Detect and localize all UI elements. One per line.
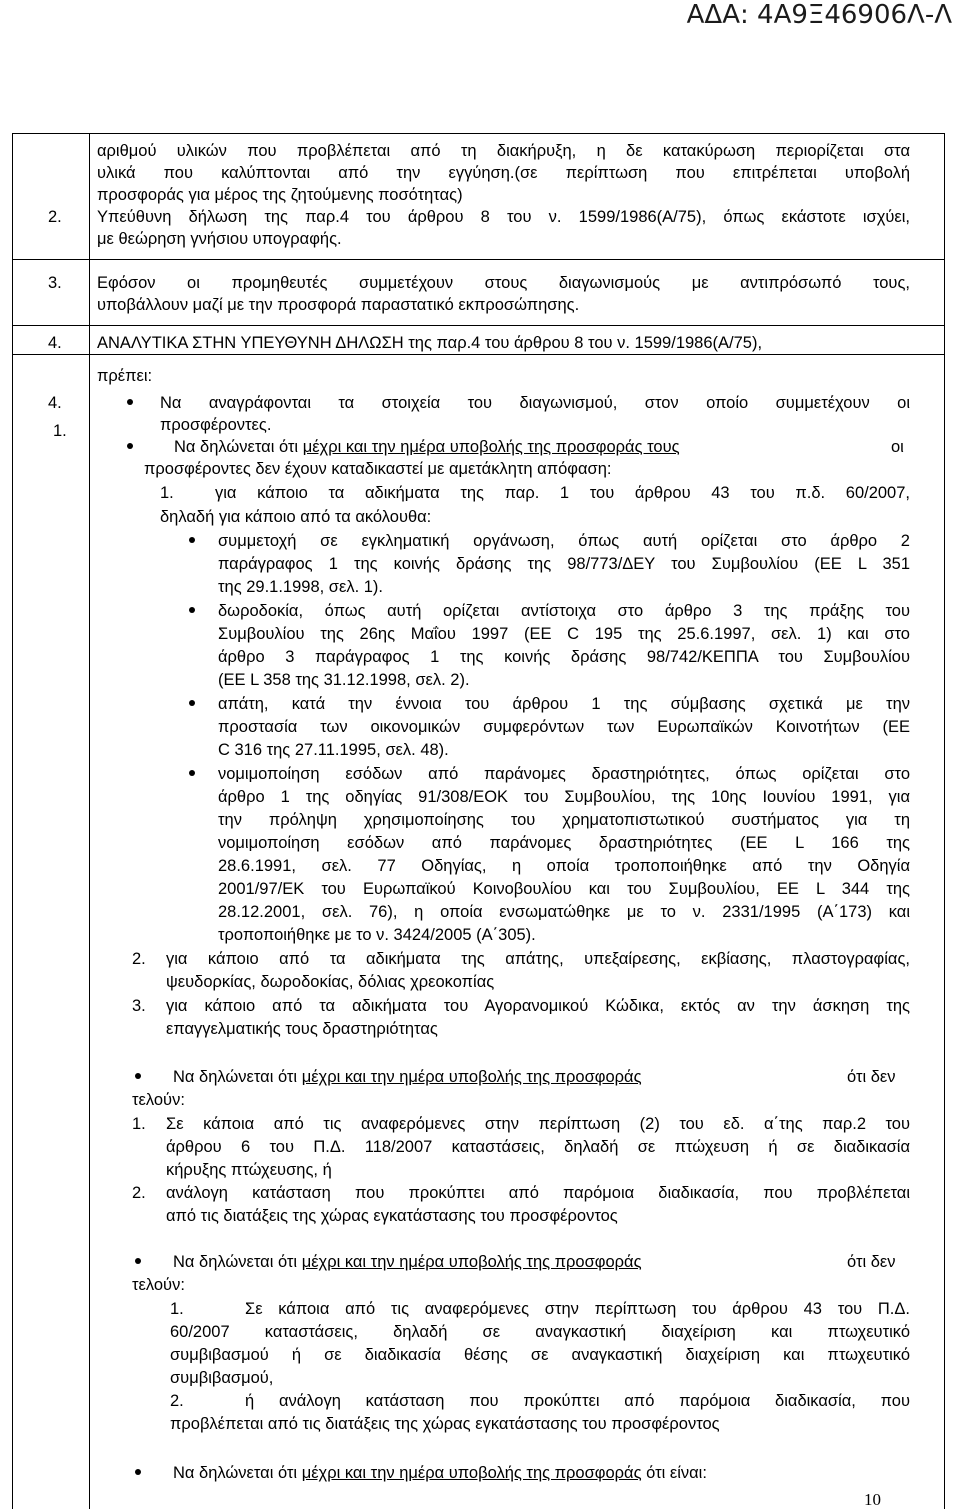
item-number: 2. (132, 950, 146, 968)
ada-header: ΑΔΑ: 4Α9Ξ46906Λ-Λ (686, 0, 952, 30)
paragraph-line: κήρυξης πτώχευσης, ή (166, 1161, 332, 1179)
table-column-divider (89, 133, 90, 1509)
bullet-icon (135, 1258, 141, 1264)
paragraph-line: άρθρο 1 της οδηγίας 91/308/ΕΟΚ του Συμβουλίου, της 10ης Ιουνίου 1991, για (218, 788, 910, 806)
paragraph-line: προσφέροντες. (160, 416, 272, 434)
paragraph-line: για κάποιο από τα αδικήματα της απάτης, υπεξαίρεσης, εκβίασης, πλαστογραφίας, (166, 950, 910, 968)
paragraph-line: 28.12.2001, σελ. 76), η οποία ενσωματώθηκε με το ν. 2331/1995 (Α΄173) και (218, 903, 910, 921)
section-heading: ΑΝΑΛΥΤΙΚΑ ΣΤΗΝ ΥΠΕΥΘΥΝΗ ΔΗΛΩΣΗ της παρ.4 του άρθρου 8 του ν. 1599/1986(Α/75), (97, 334, 763, 352)
item-number: 2. (132, 1184, 146, 1202)
bullet-icon (189, 607, 195, 613)
bullet-icon (135, 1073, 141, 1079)
paragraph-line: τελούν: (132, 1091, 185, 1109)
row-divider (12, 325, 945, 326)
paragraph-line: (ΕΕ L 358 της 31.12.1998, σελ. 2). (218, 671, 470, 689)
paragraph-line: Να δηλώνεται ότι μέχρι και την ημέρα υποβολής της προσφοράς (173, 1253, 642, 1271)
paragraph-line: συμμετοχή σε εγκληματική οργάνωση, όπως αυτή ορίζεται στο άρθρο 2 (218, 532, 910, 550)
paragraph-line: προστασία των οικονομικών συμφερόντων των Ευρωπαϊκών Κοινοτήτων (ΕΕ (218, 718, 910, 736)
row-divider (12, 354, 945, 355)
paragraph-line: προβλέπεται από τις διατάξεις της χώρας εγκατάστασης του προσφέροντος (170, 1415, 720, 1433)
paragraph-line: 60/2007 καταστάσεις, δηλαδή σε αναγκαστική διαχείριση και πτωχευτικό (170, 1323, 910, 1341)
paragraph-line: C 316 της 27.11.1995, σελ. 48). (218, 741, 449, 759)
paragraph-line: ανάλογη κατάσταση που προκύπτει από παρόμοια διαδικασία, που προβλέπεται (166, 1184, 910, 1202)
paragraph-line: ή ανάλογη κατάσταση που προκύπτει από παρόμοια διαδικασία, που (245, 1392, 910, 1410)
paragraph-line: τελούν: (132, 1276, 185, 1294)
paragraph-line: την πρόληψη χρησιμοποίησης του χρηματοπιστωτικού συστήματος για τη (218, 811, 910, 829)
table-border-top (12, 133, 945, 134)
bullet-icon (189, 537, 195, 543)
paragraph-line: Σε κάποια από τις αναφερόμενες στην περίπτωση (2) του εδ. α΄της παρ.2 του (166, 1115, 910, 1133)
paragraph-line-end: ότι δεν (847, 1253, 896, 1271)
item-number: 1. (53, 422, 67, 440)
paragraph-line: συμβιβασμού, (170, 1369, 274, 1387)
paragraph-line: ψευδορκίας, δωροδοκίας, δόλιας χρεοκοπίας (166, 973, 495, 991)
paragraph-line: Να δηλώνεται ότι μέχρι και την ημέρα υποβολής της προσφοράς ότι είναι: (173, 1464, 707, 1482)
paragraph-line: Υπεύθυνη δήλωση της παρ.4 του άρθρου 8 του ν. 1599/1986(Α/75), όπως εκάστοτε ισχύει, (97, 208, 910, 226)
paragraph-line: Σε κάποια από τις αναφερόμενες στην περίπτωση του άρθρου 43 του Π.Δ. (245, 1300, 910, 1318)
item-number: 3. (132, 997, 146, 1015)
bullet-icon (189, 770, 195, 776)
paragraph-line: δωροδοκία, όπως αυτή ορίζεται αντίστοιχα στο άρθρο 3 της πράξης του (218, 602, 910, 620)
item-number: 4. (48, 394, 62, 412)
paragraph-line: επαγγελματικής τους δραστηριότητας (166, 1020, 438, 1038)
item-number: 1. (170, 1300, 184, 1318)
paragraph-line: τροποποιήθηκε με το ν. 3424/2005 (Α΄305). (218, 926, 536, 944)
table-border-left (12, 133, 13, 1509)
paragraph-line: άρθρου 6 του Π.Δ. 118/2007 καταστάσεις, δηλαδή σε πτώχευση ή σε διαδικασία (166, 1138, 910, 1156)
paragraph-line: άρθρο 3 παράγραφος 1 της κοινής δράσης 98/742/ΚΕΠΠΑ του Συμβουλίου (218, 648, 910, 666)
paragraph-line: αριθμού υλικών που προβλέπεται από τη διακήρυξη, η δε κατακύρωση περιορίζεται στα (97, 142, 910, 160)
item-number: 3. (48, 274, 62, 292)
paragraph-line: πρέπει: (97, 367, 153, 385)
page-number: 10 (864, 1490, 881, 1509)
paragraph-line: απάτη, κατά την έννοια του άρθρου 1 της σύμβασης σχετικά με την (218, 695, 910, 713)
paragraph-line: από τις διατάξεις της χώρας εγκατάστασης του προσφέροντος (166, 1207, 618, 1225)
paragraph-line: 28.6.1991, σελ. 77 Οδηγίας, η οποία τροποποιήθηκε από την Οδηγία (218, 857, 910, 875)
paragraph-line: νομιμοποίηση εσόδων από παράνομες δραστηριότητες (ΕΕ L 166 της (218, 834, 910, 852)
paragraph-line: υλικά που καλύπτονται από την εγγύηση.(σε περίπτωση που επιτρέπεται υποβολή (97, 164, 910, 182)
paragraph-line: Να αναγράφονται τα στοιχεία του διαγωνισμού, στον οποίο συμμετέχουν οι (160, 394, 910, 412)
bullet-icon (127, 399, 133, 405)
paragraph-line: με θεώρηση γνήσιου υπογραφής. (97, 230, 342, 248)
paragraph-line: για κάποιο τα αδικήματα της παρ. 1 του άρθρου 43 του π.δ. 60/2007, (215, 484, 910, 502)
paragraph-line-end: οι (891, 438, 904, 456)
paragraph-line: προσφέροντες δεν έχουν καταδικαστεί με αμετάκλητη απόφαση: (144, 460, 612, 478)
item-number: 2. (48, 208, 62, 226)
paragraph-line: συμβιβασμού ή σε διαδικασία θέσης σε αναγκαστική διαχείριση και πτωχευτικό (170, 1346, 910, 1364)
item-number: 2. (170, 1392, 184, 1410)
bullet-icon (189, 700, 195, 706)
paragraph-line: παράγραφος 1 της κοινής δράσης της 98/773/ΔΕΥ του Συμβουλίου (ΕΕ L 351 (218, 555, 910, 573)
row-divider (12, 259, 945, 260)
bullet-icon (135, 1469, 141, 1475)
paragraph-line: δηλαδή για κάποιο από τα ακόλουθα: (160, 508, 432, 526)
paragraph-line: Εφόσον οι προμηθευτές συμμετέχουν στους διαγωνισμούς με αντιπρόσωπό τους, (97, 274, 910, 292)
paragraph-line: για κάποιο από τα αδικήματα του Αγορανομικού Κώδικα, εκτός αν την άσκηση της (166, 997, 910, 1015)
table-border-right (944, 133, 945, 1509)
item-number: 1. (132, 1115, 146, 1133)
bullet-icon (127, 443, 133, 449)
paragraph-line: 2001/97/ΕΚ του Ευρωπαϊκού Κοινοβουλίου και του Συμβουλίου, ΕΕ L 344 της (218, 880, 910, 898)
paragraph-line-end: ότι δεν (847, 1068, 896, 1086)
paragraph-line: προσφοράς για μέρος της ζητούμενης ποσότητας) (97, 186, 463, 204)
paragraph-line: Συμβουλίου της 26ης Μαΐου 1997 (ΕΕ C 195 της 25.6.1997, σελ. 1) και στο (218, 625, 910, 643)
paragraph-line: Να δηλώνεται ότι μέχρι και την ημέρα υποβολής της προσφοράς τους (174, 438, 680, 456)
paragraph-line: υποβάλλουν μαζί με την προσφορά παραστατικό εκπροσώπησης. (97, 296, 580, 314)
paragraph-line: Να δηλώνεται ότι μέχρι και την ημέρα υποβολής της προσφοράς (173, 1068, 642, 1086)
item-number: 1. (160, 484, 174, 502)
paragraph-line: νομιμοποίηση εσόδων από παράνομες δραστηριότητες, όπως ορίζεται στο (218, 765, 910, 783)
paragraph-line: της 29.1.1998, σελ. 1). (218, 578, 384, 596)
item-number: 4. (48, 334, 62, 352)
